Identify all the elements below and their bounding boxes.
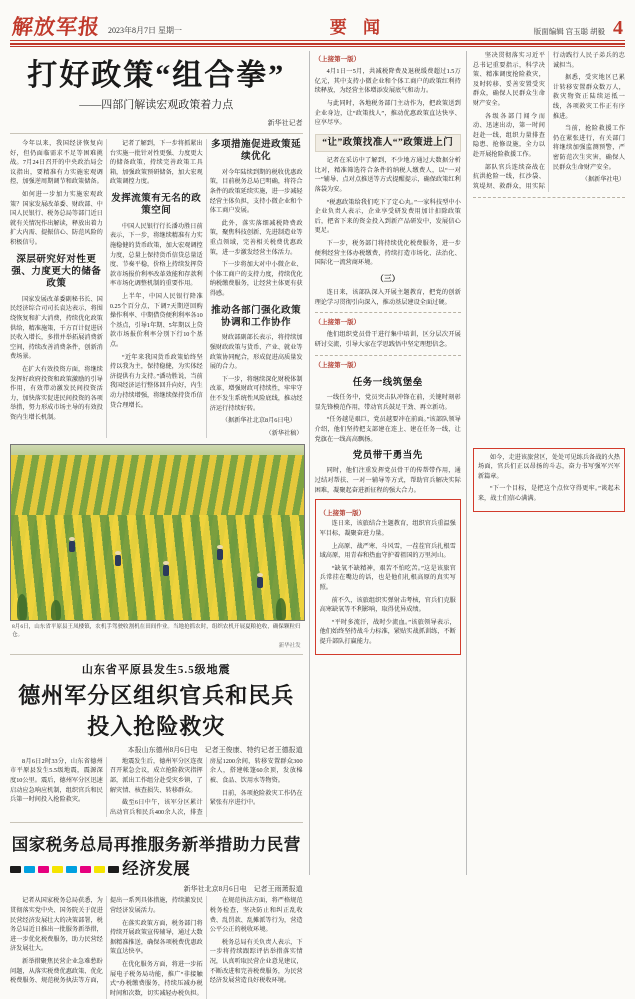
color-swatch — [80, 866, 91, 873]
paragraph: 记者在采访中了解到，不少地方通过大数据分析比对，精准筛选符合条件的纳税人缴费人，以“一对一”辅导、点对点推送等方式提醒提示，确保政策红利落袋为安。 — [314, 157, 461, 193]
quake-headline: 德州军分区组织官兵和民兵投入抢险救灾 — [18, 682, 295, 739]
quake-kicker: 山东省平原县发生5.5级地震 — [81, 663, 231, 676]
lead-section-title: 多项措施促进政策延续优化 — [211, 140, 302, 163]
page-number: 4 — [613, 17, 623, 39]
color-calibration-bar — [10, 866, 119, 873]
paragraph: 记者从国家税务总局获悉，为贯彻落实党中央、国务院关于促进民营经济发展壮大的决策部署，税务总局近日推出一批服务新举措，进一步优化税费服务，助力民营经济发展壮大。 — [10, 897, 103, 953]
page-body — [10, 51, 625, 997]
paragraph: “任务越是艰巨，党员越要冲在前面。”该部队领导介绍，他们坚持把支部建在连上、建在任务一线，让党旗在一线高高飘扬。 — [314, 416, 461, 443]
paragraph: “平时多流汗，战时少流血。”该旅领导表示，他们始终坚持战斗力标准，紧贴实战抓训练，不断提升部队打赢能力。 — [319, 618, 456, 645]
paragraph: 8月6日2时33分，山东省德州市平原县发生5.5级地震，震源深度10公里。震后，德州军分区迅速启动应急响应机制，组织官兵和民兵第一时间投入抢险救灾。 — [10, 757, 103, 804]
paragraph: 此外，落实落细减税降费政策，聚焦科技创新、先进制造业等重点领域，完善相关税费优惠政策，进一步激发经营主体活力。 — [209, 219, 303, 256]
photo-credit: 新华社发 — [278, 642, 301, 649]
paragraph: （据新华社北京8月6日电） — [221, 417, 296, 425]
paragraph: 下一步，税务部门将持续优化税费服务，进一步便利经营主体办税缴费，持续打造市场化、法治化、国际化一流营商环境。 — [314, 239, 461, 267]
color-swatch — [108, 866, 119, 873]
masthead — [10, 0, 625, 41]
paragraph: 前不久，该旅组织实弹射击考核，官兵们克服高寒缺氧等不利影响，取得优异成绩。 — [319, 596, 456, 614]
paragraph: 同时，他们注重发挥党员骨干的传帮带作用，通过结对帮扶、一对一辅导等方式，帮助官兵解决实际困难，凝聚起奋进新征程的强大合力。 — [314, 467, 461, 494]
paragraph: 各级各部门闻令而动、迅速出动，第一时间赶赴一线，组织力量排查隐患、抢修设施，全力以赴开展抢险救援工作。 — [472, 112, 545, 159]
paragraph: 国家发展改革委副秘书长、国民经济综合司司长袁达表示，将围绕恢复和扩大消费，持续优化政策供给，精准施策，千方百计促进居民收入增长，多措并举拓展消费新空间，持续改善消费条件，创新消费场景。 — [10, 295, 103, 361]
paragraph: 部队官兵连续奋战在抗洪抢险一线，扛沙袋、筑堤坝、救群众，用实际行动践行人民子弟兵的忠诚担当。 — [472, 52, 625, 190]
paragraph: 据悉，受灾地区已累计转移安置群众数万人，救灾物资正陆续运抵一线，各项救灾工作正有序推进。 — [552, 74, 625, 120]
lead-headline: 打好政策“组合拳” — [27, 59, 286, 92]
paragraph: 在优化服务方面，将进一步拓展电子税务局功能，推广“非接触式”办税缴费服务，持续压减办税时间和次数，切实减轻办税负担。 — [109, 961, 203, 997]
divider — [10, 133, 303, 134]
paragraph: 对今年陆续到期的税收优惠政策，目前税务总局已明确，将符合条件的政策延续实施，进一步减轻经营主体负担，支持小微企业和个体工商户发展。 — [209, 168, 303, 215]
paragraph: 如今，走进该旅营区，处处可见练兵备战的火热场面，官兵们正以昂扬的斗志，奋力书写强军兴军新篇章。 — [477, 453, 620, 480]
paragraph: 地震发生后，德州军分区连夜召开紧急会议，成立抢险救灾指挥部，派出工作组分赴受灾乡镇，了解灾情、核查损失、转移群众。 — [109, 757, 203, 794]
tax-headline: 国家税务总局再推服务新举措助力民营经济发展 — [11, 835, 301, 879]
divider — [315, 355, 461, 356]
lead-byline: 新华社记者 — [267, 119, 303, 127]
photo-tree — [17, 594, 27, 620]
photo-person — [115, 555, 121, 566]
page-editor: 版面编辑 宫玉聪 胡毅 — [533, 27, 605, 36]
mid-subtitle: 党员带干勇当先 — [352, 451, 423, 462]
paragraph: “缺氧不缺精神，艰苦不怕吃苦。”这是该旅官兵常挂在嘴边的话，也是他们扎根高原的真实写照。 — [319, 564, 456, 591]
paragraph: “下一个目标，是把这个点位守得更牢。”谈起未来，战士们信心满满。 — [477, 485, 620, 502]
color-swatch — [10, 866, 21, 873]
paragraph: 他们组织党员骨干进行集中培训，区分层次开展研讨交流，引导大家在学思践悟中坚定理想信念。 — [314, 331, 461, 349]
color-swatch — [52, 866, 63, 873]
quake-article-body — [10, 757, 303, 818]
paragraph: 下一步，将继续深化财税体制改革，增强财政可持续性，牢牢守住不发生系统性风险底线，推动经济运行持续好转。 — [209, 375, 303, 412]
paragraph: 截至6日中午，该军分区累计出动官兵和民兵400余人次，排查房屋1200余间，转移安置群众300余人，搭建帐篷60余顶，发放棉被、食品、饮用水等物资。 — [109, 757, 303, 816]
highlight-box-right-body — [478, 453, 620, 504]
right-column — [473, 51, 625, 875]
continuation-tag: （上接第一版） — [314, 361, 361, 369]
paragraph: 中国人民银行行长潘功胜日前表示，下一步，将继续精准有力实施稳健的货币政策，加大宏观调控力度，总量上保持货币信贷总量适度、节奏平稳，价格上持续发挥贷款市场报价利率改革效能和存款利率市场化调整机制的重要作用。 — [109, 222, 203, 288]
paragraph: 今年以来，我国经济恢复向好，但仍面临需求不足等困难挑战。7月24日召开的中央政治局会议指出，要精准有力实施宏观调控，加强逆周期调节和政策储备。 — [10, 140, 103, 186]
color-swatch — [24, 866, 35, 873]
lead-section-title: 推动各部门强化政策协调和工作协作 — [211, 305, 302, 328]
color-swatch — [38, 866, 49, 873]
right-tail-note: （据新华社电） — [581, 176, 625, 184]
mid-article-top — [315, 55, 461, 495]
paragraph: 新举措聚焦民营企业急难愁盼问题，从落实税费优惠政策、优化税费服务、规范税务执法等方面，提出一系列具体措施，持续激发民营经济发展活力。 — [10, 897, 203, 985]
continuation-tag: （上接第一版） — [319, 510, 366, 518]
paragraph: 坚决贯彻落实习近平总书记重要指示，科学决策、精准调度抢险救灾，及时转移、妥善安置受灾群众，确保人民群众生命财产安全。 — [472, 52, 545, 108]
paragraph: “近年来我国货币政策始终坚持以我为主，保持稳健，为实体经济提供有力支持。”潘功胜说，当前我国经济运行整体回升向好，内生动力持续增强，将继续保持货币信贷合理增长。 — [109, 353, 203, 409]
mid-subtitle: （三） — [375, 273, 400, 283]
paragraph: 连日来，该旅结合主题教育，组织官兵重温强军目标，凝聚奋进力量。 — [319, 520, 456, 537]
paragraph: 一线任务中，党员突击队冲锋在前，关键时刻彰显先锋模范作用，带动官兵鼓足干劲、再立新功。 — [314, 394, 461, 411]
newspaper-logo: 解放军报 — [10, 15, 102, 39]
paragraph: 记者了解到，下一步将抓紧出台实施一批针对性更强、力度更大的储备政策，持续完善政策工具箱，加强政策预研储备，加大宏观政策调控力度。 — [109, 140, 203, 186]
publication-date: 2023年8月7日 星期一 — [108, 26, 182, 35]
middle-column — [309, 51, 467, 875]
lead-section-title: 深层研究好对性更强、力度更大的储备政策 — [11, 254, 102, 290]
color-swatch — [94, 866, 105, 873]
quake-byline: 本报山东德州8月6日电 记者王俊康、特约记者王德报道 — [127, 745, 303, 754]
paragraph: 财政部副部长表示，将持续加强财政政策与货币、产业、就业等政策协同配合，形成促进高质量发展的合力。 — [209, 334, 303, 371]
section-title: 要 闻 — [329, 18, 386, 37]
paragraph: （新华社稿） — [265, 429, 303, 437]
color-swatch — [66, 866, 77, 873]
paragraph: 上半年，中国人民银行降准0.25个百分点，下调7天期逆回购操作利率、中期借贷便利利率各10个基点，引导1年期、5年期以上贷款市场报价利率分别下行10个基点。 — [109, 293, 203, 349]
lead-section-title: 发挥流策有无名的政策空间 — [111, 194, 202, 217]
divider — [473, 197, 625, 198]
mid-subtitle: “让”政策找准人“”政策进上门 — [315, 134, 461, 152]
paragraph: 在扩大有效投资方面，将继续发挥好政府投资和政策激励的引导作用，有效带动激发民间投资活力，加快落实促进民间投资的各项举措，努力形成市场主导的有效投资内生增长机制。 — [10, 366, 103, 422]
photo-person — [217, 549, 223, 560]
divider — [10, 822, 303, 823]
paragraph: 在规范执法方面，将严格规范税务检查，坚决防止和纠正乱收费、乱罚款、乱摊派等行为，营造公平公正的税收环境。 — [209, 897, 303, 934]
mid-subtitle: 任务一线筑堡垒 — [352, 377, 423, 388]
highlight-box-right — [473, 448, 625, 512]
paragraph: “税惠政策给我们吃下了定心丸。”一家科技型中小企业负责人表示，企业享受研发费用加计扣除政策后，把省下来的资金投入到新产品研发中，发展信心更足。 — [314, 198, 461, 235]
tax-article-body — [10, 896, 303, 998]
divider — [10, 654, 303, 655]
paragraph: 上高原、战严寒、斗风雪，一茬茬官兵扎根雪域高原，用青春和热血守护着祖国的万里河山。 — [319, 542, 456, 560]
masthead-rule-thin — [10, 46, 625, 47]
paragraph: 当前，抢险救援工作仍在紧张进行，有关部门将继续加强监测预警，严密防范次生灾害，确保人民群众生命财产安全。 — [552, 125, 625, 171]
lead-article-body — [10, 139, 303, 438]
paragraph: 下一步将加大对中小微企业、个体工商户的支持力度，持续优化纳税缴费服务，让经营主体更有获得感。 — [209, 261, 303, 297]
tax-byline: 新华社北京8月6日电 记者王雨萧报道 — [183, 885, 303, 894]
paragraph: 如何进一步加力实施宏观政策？国家发展改革委、财政部、中国人民银行、税务总局等部门近日就有关情况作出解读，释放出着力扩大内需、提振信心、防范风险的积极信号。 — [10, 191, 103, 247]
lead-subhead: ——四部门解读宏观政策着力点 — [79, 99, 234, 111]
right-article-body — [473, 51, 625, 192]
photo-caption: 8月6日，山东省平原县王凤楼镇，农机手驾驶收割机在田间作业。当地抢抓农时，组织农机开展夏粮抢收，确保颗粒归仓。 — [12, 624, 301, 639]
masthead-rule-thick — [10, 43, 625, 45]
photo-tree — [276, 598, 286, 620]
paragraph: 在落实政策方面，税务部门将持续开展政策宣传辅导，通过大数据精准推送，确保各项税费优惠政策直达快享。 — [109, 919, 203, 956]
photo-person — [257, 577, 263, 588]
paragraph: 与此同时，各地税务部门主动作为，把政策送到企业身边，让“政策找人”，推动优惠政策直达快享、应享尽享。 — [314, 99, 461, 127]
paragraph: 税务总局有关负责人表示，下一步将持续跟踪评估举措落实情况，认真听取民营企业意见建议，不断改进和完善税费服务，为民营经济发展营造良好税收环境。 — [209, 938, 303, 985]
paragraph: 连日来，该部队深入开展主题教育，把党的创新理论学习贯彻引向深入，推动基层建设全面过硬。 — [314, 289, 461, 306]
highlight-box — [315, 499, 461, 654]
paragraph: 目前，各项抢险救灾工作仍在紧张有序进行中。 — [209, 789, 303, 807]
continuation-tag: （上接第一版） — [314, 56, 361, 63]
paragraph: 4月1日一5月，共减税降费及退税缓费超过1.5万亿元，其中支持小微企业和个体工商户的政策红利持续释放，为经营主体增添发展底气和动力。 — [314, 68, 461, 95]
continuation-tag: （上接第一版） — [314, 319, 361, 327]
photo-person — [69, 541, 75, 552]
photo-tree — [51, 600, 61, 620]
news-photo — [10, 444, 305, 621]
left-column — [10, 51, 303, 997]
highlight-box-body — [320, 519, 456, 646]
divider — [315, 312, 461, 313]
photo-person — [163, 565, 169, 576]
